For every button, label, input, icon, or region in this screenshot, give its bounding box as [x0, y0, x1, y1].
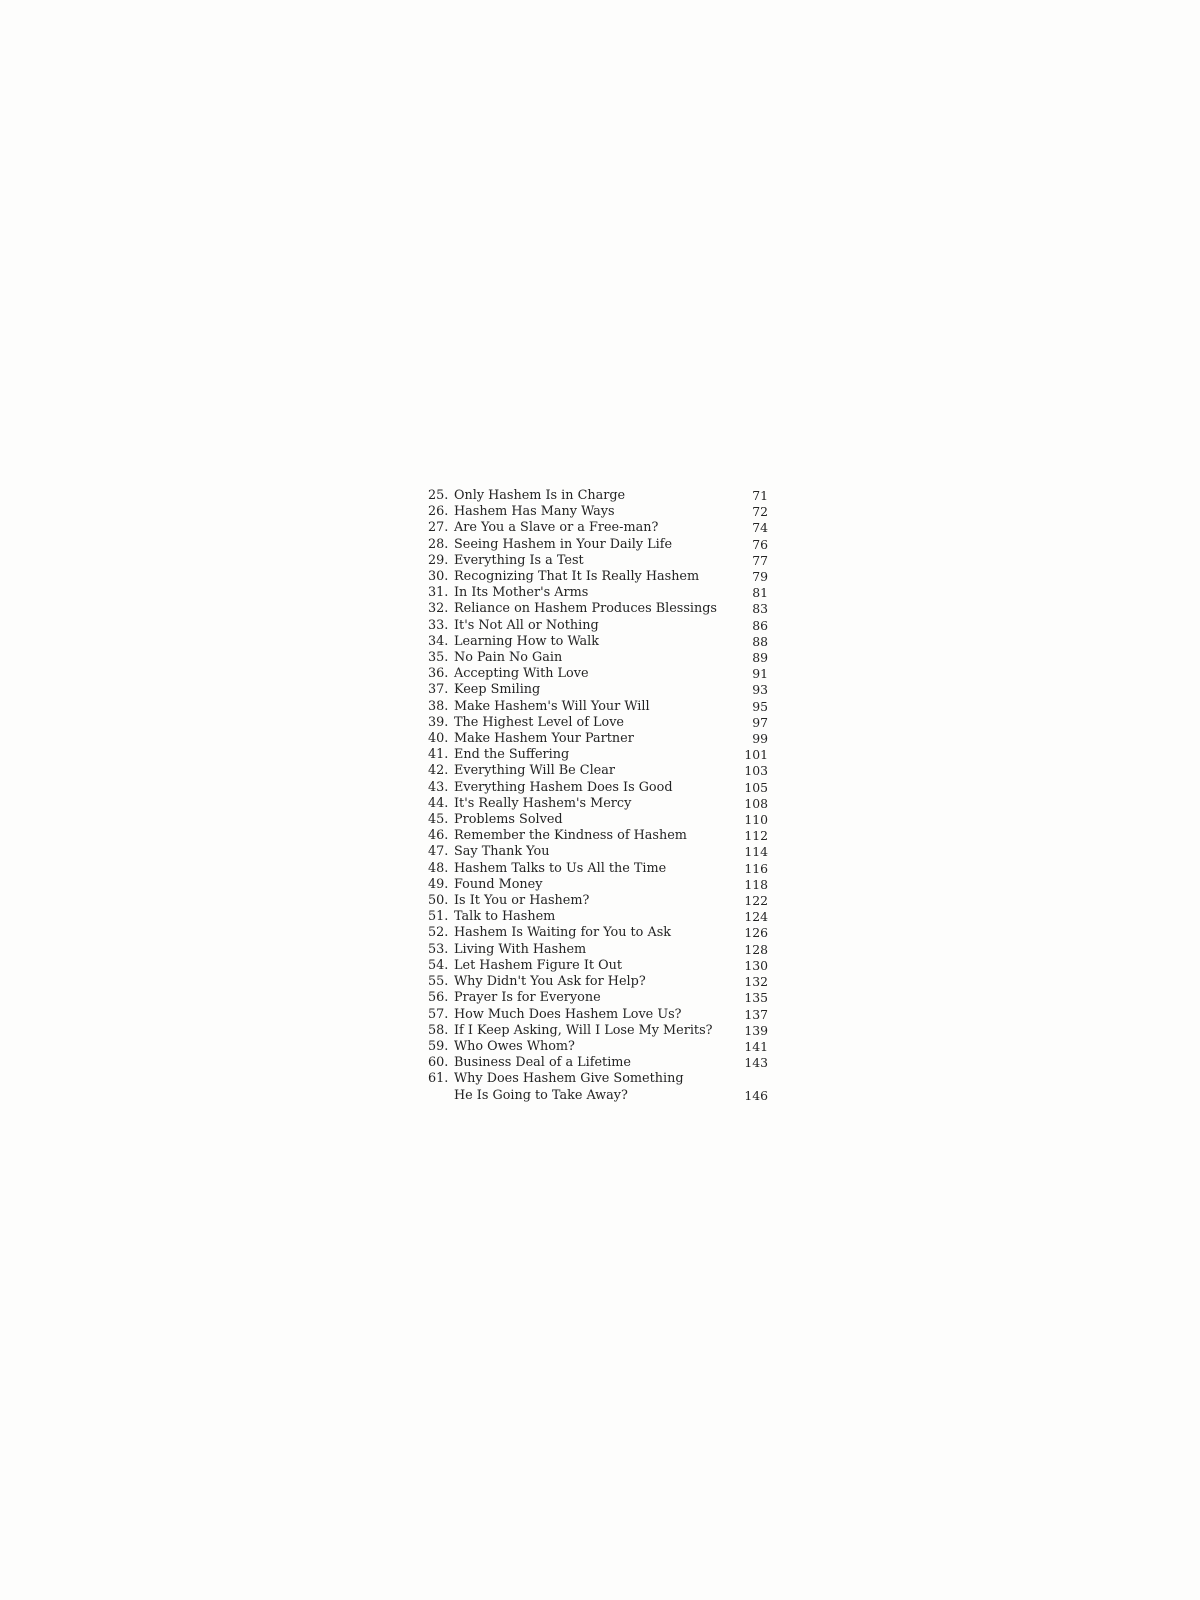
- toc-entry[interactable]: [428, 601, 768, 617]
- toc-entry-title: Found Money: [454, 876, 543, 892]
- toc-entry-page-number: 101: [744, 747, 768, 763]
- toc-entry-title: Seeing Hashem in Your Daily Life: [454, 536, 673, 552]
- toc-entry-title: It's Really Hashem's Mercy: [454, 795, 632, 811]
- toc-entry-number: 59.: [428, 1038, 449, 1054]
- toc-entry-page-number: 135: [744, 990, 768, 1006]
- toc-entry-title: Make Hashem's Will Your Will: [454, 698, 650, 714]
- toc-entry-title: Make Hashem Your Partner: [454, 731, 634, 747]
- toc-entry-number: 31.: [428, 585, 449, 601]
- toc-entry-title: The Highest Level of Love: [454, 714, 625, 730]
- toc-entry-title: Living With Hashem: [454, 941, 587, 957]
- toc-entry[interactable]: [428, 877, 768, 893]
- toc-entry-page-number: 83: [752, 601, 768, 617]
- toc-entry-number: 30.: [428, 569, 449, 585]
- toc-entry-number: 34.: [428, 633, 449, 649]
- toc-entry[interactable]: [428, 747, 768, 763]
- toc-entry-title: Talk to Hashem: [454, 909, 556, 925]
- toc-entry[interactable]: [428, 1007, 768, 1023]
- toc-entry-number: 25.: [428, 488, 449, 503]
- toc-entry-number: 49.: [428, 876, 449, 892]
- toc-entry-page-number: 76: [752, 536, 768, 552]
- toc-entry[interactable]: [428, 796, 768, 812]
- toc-entry-number: 33.: [428, 617, 449, 633]
- toc-entry-page-number: 77: [752, 552, 768, 568]
- table-of-contents: [428, 488, 768, 1104]
- toc-entry-page-number: 132: [744, 974, 768, 990]
- toc-entry-page-number: 105: [744, 779, 768, 795]
- toc-entry-page-number: 116: [744, 860, 768, 876]
- toc-entry-page-number: 108: [744, 795, 768, 811]
- toc-entry-page-number: 93: [752, 682, 768, 698]
- toc-entry[interactable]: [428, 958, 768, 974]
- toc-entry-page-number: 71: [752, 488, 768, 503]
- toc-entry-title: Everything Hashem Does Is Good: [454, 779, 673, 795]
- toc-entry-number: 53.: [428, 941, 449, 957]
- toc-entry[interactable]: [428, 1039, 768, 1055]
- toc-entry-number: 55.: [428, 974, 449, 990]
- toc-entry-title-line2: He Is Going to Take Away?: [454, 1087, 628, 1103]
- toc-entry[interactable]: [428, 666, 768, 682]
- toc-entry[interactable]: [428, 553, 768, 569]
- toc-entry-page-number: 112: [744, 828, 768, 844]
- toc-entry-page-number: 97: [752, 714, 768, 730]
- toc-entry-page-number: 81: [752, 585, 768, 601]
- toc-entry-title: Keep Smiling: [454, 682, 541, 698]
- toc-entry-page-number: 89: [752, 650, 768, 666]
- toc-entry-number: 56.: [428, 990, 449, 1006]
- toc-entry[interactable]: [428, 844, 768, 860]
- toc-entry-number: 35.: [428, 650, 449, 666]
- toc-entry-page-number: 74: [752, 520, 768, 536]
- toc-entry-number: 38.: [428, 698, 449, 714]
- toc-entry[interactable]: [428, 893, 768, 909]
- toc-entry[interactable]: [428, 942, 768, 958]
- toc-entry[interactable]: [428, 990, 768, 1006]
- toc-entry-page-number: 146: [744, 1087, 768, 1103]
- toc-entry-page-number: 86: [752, 617, 768, 633]
- toc-entry-title: In Its Mother's Arms: [454, 585, 589, 601]
- toc-entry-number: 28.: [428, 536, 449, 552]
- toc-entry[interactable]: [428, 699, 768, 715]
- toc-entry-page-number: 118: [744, 876, 768, 892]
- toc-entry[interactable]: [428, 715, 768, 731]
- toc-entry-page-number: 143: [744, 1055, 768, 1071]
- toc-entry-page-number: 79: [752, 569, 768, 585]
- toc-entry-page-number: 99: [752, 731, 768, 747]
- toc-entry[interactable]: [428, 731, 768, 747]
- toc-entry-page-number: 95: [752, 698, 768, 714]
- toc-entry-title: Let Hashem Figure It Out: [454, 957, 622, 973]
- toc-entry-page-number: 139: [744, 1022, 768, 1038]
- toc-entry-number: 52.: [428, 925, 449, 941]
- toc-entry-number: 43.: [428, 779, 449, 795]
- toc-entry[interactable]: [428, 650, 768, 666]
- toc-entry[interactable]: [428, 537, 768, 553]
- toc-entry-title: Reliance on Hashem Produces Blessings: [454, 601, 717, 617]
- toc-entry-title: Prayer Is for Everyone: [454, 990, 601, 1006]
- toc-entry-page-number: 122: [744, 893, 768, 909]
- toc-entry-number: 32.: [428, 601, 449, 617]
- toc-entry-page-number: 72: [752, 504, 768, 520]
- toc-entry[interactable]: [428, 1023, 768, 1039]
- toc-entry[interactable]: [428, 763, 768, 779]
- toc-entry-title: Why Didn't You Ask for Help?: [454, 974, 646, 990]
- toc-entry[interactable]: [428, 585, 768, 601]
- toc-entry-number: 26.: [428, 504, 449, 520]
- toc-entry-number: 42.: [428, 763, 449, 779]
- toc-entry[interactable]: [428, 780, 768, 796]
- toc-entry-title: Hashem Is Waiting for You to Ask: [454, 925, 672, 941]
- toc-entry-number: 46.: [428, 828, 449, 844]
- toc-entry-title: Learning How to Walk: [454, 633, 599, 649]
- toc-entry[interactable]: [428, 504, 768, 520]
- toc-entry-number: 37.: [428, 682, 449, 698]
- toc-entry-title: It's Not All or Nothing: [454, 617, 599, 633]
- toc-entry[interactable]: [428, 1055, 768, 1071]
- toc-entry[interactable]: [428, 909, 768, 925]
- toc-entry[interactable]: [428, 520, 768, 536]
- toc-entry[interactable]: [428, 828, 768, 844]
- toc-entry-title: Are You a Slave or a Free-man?: [454, 520, 659, 536]
- toc-entry-title: Remember the Kindness of Hashem: [454, 828, 687, 844]
- toc-entry[interactable]: [428, 488, 768, 504]
- toc-entry-number: 41.: [428, 747, 449, 763]
- toc-entry-number: 40.: [428, 731, 449, 747]
- toc-entry-title: End the Suffering: [454, 747, 570, 763]
- toc-entry-title: [454, 1071, 734, 1103]
- toc-entry-page-number: 124: [744, 909, 768, 925]
- toc-entry-number: 29.: [428, 552, 449, 568]
- toc-entry-title-line1: Why Does Hashem Give Something: [454, 1071, 684, 1087]
- toc-entry-number: 48.: [428, 860, 449, 876]
- toc-entry[interactable]: [428, 682, 768, 698]
- toc-entry-page-number: 110: [744, 812, 768, 828]
- toc-entry-number: 47.: [428, 844, 449, 860]
- toc-entry-number: 39.: [428, 714, 449, 730]
- toc-entry[interactable]: [428, 634, 768, 650]
- toc-entry-number: 58.: [428, 1022, 449, 1038]
- toc-entry-page-number: 128: [744, 941, 768, 957]
- toc-entry-number: 44.: [428, 795, 449, 811]
- toc-entry-page-number: 88: [752, 633, 768, 649]
- toc-entry-number: 54.: [428, 957, 449, 973]
- toc-entry-page-number: 103: [744, 763, 768, 779]
- toc-entry-title: Business Deal of a Lifetime: [454, 1055, 631, 1071]
- toc-entry-title: Problems Solved: [454, 812, 563, 828]
- toc-entry-title: Who Owes Whom?: [454, 1038, 575, 1054]
- toc-entry-title: How Much Does Hashem Love Us?: [454, 1006, 682, 1022]
- toc-entry[interactable]: [428, 618, 768, 634]
- toc-entry-title: No Pain No Gain: [454, 650, 563, 666]
- toc-entry-title: Say Thank You: [454, 844, 550, 860]
- toc-entry-number: 51.: [428, 909, 449, 925]
- toc-entry-number: 57.: [428, 1006, 449, 1022]
- toc-entry[interactable]: [428, 861, 768, 877]
- toc-entry-title: If I Keep Asking, Will I Lose My Merits?: [454, 1022, 713, 1038]
- toc-entry-page-number: 137: [744, 1006, 768, 1022]
- toc-entry-title: Everything Will Be Clear: [454, 763, 615, 779]
- toc-entry-number: 36.: [428, 666, 449, 682]
- toc-entry-title: Hashem Talks to Us All the Time: [454, 860, 667, 876]
- toc-entry-page-number: 114: [744, 844, 768, 860]
- toc-entry-number: 50.: [428, 893, 449, 909]
- toc-entry[interactable]: [428, 925, 768, 941]
- toc-entry-title: Hashem Has Many Ways: [454, 504, 615, 520]
- toc-entry-title: Everything Is a Test: [454, 552, 584, 568]
- toc-entry[interactable]: [428, 974, 768, 990]
- toc-entry-title: Accepting With Love: [454, 666, 589, 682]
- toc-entry[interactable]: [428, 569, 768, 585]
- toc-entry[interactable]: [428, 812, 768, 828]
- toc-entry-title: Is It You or Hashem?: [454, 893, 590, 909]
- toc-entry-number: 27.: [428, 520, 449, 536]
- toc-entry-title: Recognizing That It Is Really Hashem: [454, 569, 700, 585]
- toc-entry-page-number: 141: [744, 1038, 768, 1054]
- toc-entry-number: 60.: [428, 1055, 449, 1071]
- toc-entry[interactable]: [428, 1071, 768, 1103]
- toc-entry-page-number: 130: [744, 957, 768, 973]
- toc-entry-page-number: 126: [744, 925, 768, 941]
- toc-entry-title: Only Hashem Is in Charge: [454, 488, 626, 503]
- toc-entry-page-number: 91: [752, 666, 768, 682]
- toc-entry-number: 61.: [428, 1071, 449, 1087]
- toc-entry-number: 45.: [428, 812, 449, 828]
